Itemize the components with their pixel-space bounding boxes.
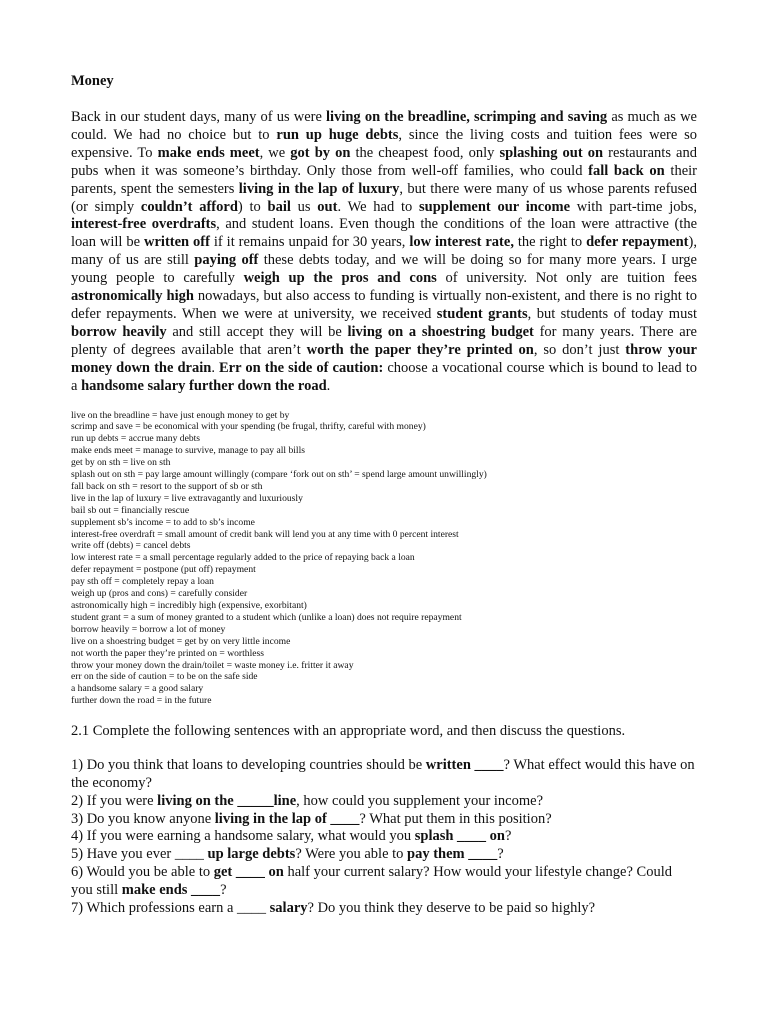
text-run: , so don’t just xyxy=(533,341,626,358)
text-run: these debts today, and we will be doing so for many more years. I urge young people to carefully xyxy=(71,252,697,287)
text-run: 1) Do you think that loans to developing countries should be xyxy=(71,757,426,774)
text-run: ? xyxy=(220,881,227,898)
text-run: , since the living costs and tuition fees were so expensive. To xyxy=(71,126,697,161)
glossary-entry: splash out on sth = pay large amount willingly (compare ‘fork out on sth’ = spend large amount unwillingly) xyxy=(71,469,487,481)
key-phrase: fall back on xyxy=(588,162,665,179)
glossary-entry: live on a shoestring budget = get by on very little income xyxy=(71,635,291,647)
key-phrase: student grants xyxy=(436,305,528,322)
text-run: and still accept they will be xyxy=(166,323,348,340)
text-run: for many years. There are plenty of degrees available that aren’t xyxy=(71,323,697,358)
question-item xyxy=(71,864,697,900)
glossary-entry: low interest rate = a small percentage regularly added to the price of repaying back a loan xyxy=(71,552,415,564)
text-run: 5) Have you ever ____ xyxy=(71,846,208,863)
text-run: , we xyxy=(259,144,291,161)
key-phrase: living on a shoestring budget xyxy=(347,323,534,340)
text-run: ? xyxy=(497,846,504,863)
text-run: 2) If you were xyxy=(71,792,158,809)
text-run: restaurants and pubs when it was someone’s birthday. Only those from well-off families, who could xyxy=(71,144,697,179)
key-phrase: worth the paper they’re printed on xyxy=(306,341,534,358)
glossary-entry: scrimp and save = be economical with your spending (be frugal, thrifty, careful with money) xyxy=(71,421,426,433)
text-run: the cheapest food, only xyxy=(350,144,500,161)
glossary-entry: weigh up (pros and cons) = carefully consider xyxy=(71,588,248,600)
text-run: nowadays, but also access to funding is virtually non-existent, and there is no right to defer repayments. When we were at university, we received xyxy=(71,288,697,322)
key-phrase: living in the lap of luxury xyxy=(238,180,400,197)
key-phrase: paying off xyxy=(194,252,259,269)
glossary-entry: make ends meet = manage to survive, manage to pay all bills xyxy=(71,445,305,457)
document-page xyxy=(71,71,697,917)
key-phrase: interest-free overdrafts xyxy=(71,216,217,233)
text-run: , and student loans. Even though the conditions of the loan were attractive (the loan will be xyxy=(71,216,698,251)
text-run: half your current salary? How would your lifestyle change? Could you still xyxy=(71,863,672,898)
text-run: with part-time jobs, xyxy=(570,198,697,215)
key-phrase: get ____ on xyxy=(213,863,284,880)
key-phrase: run up huge debts xyxy=(276,126,399,143)
question-item xyxy=(71,811,697,829)
text-run: , but there were many of us whose parents refused (or simply xyxy=(71,180,697,215)
key-phrase: living in the lap of ____ xyxy=(214,810,360,827)
text-run: 3) Do you know anyone xyxy=(71,810,215,827)
key-phrase: living on the _____line xyxy=(157,792,297,809)
text-run: ) to xyxy=(237,198,268,215)
glossary-entry: student grant = a sum of money granted to a student which (unlike a loan) does not require repayment xyxy=(71,611,462,623)
glossary-entry: pay sth off = completely repay a loan xyxy=(71,576,214,588)
text-run: ? Do you think they deserve to be paid so highly? xyxy=(307,899,596,916)
glossary-entry: live in the lap of luxury = live extravagantly and luxuriously xyxy=(71,492,303,504)
text-run: ? xyxy=(505,828,512,845)
text-run: their parents, spent the semesters xyxy=(71,162,697,197)
key-phrase: handsome salary further down the road xyxy=(81,377,327,394)
glossary-entry: fall back on sth = resort to the support of sb or sth xyxy=(71,480,263,492)
vocabulary-glossary xyxy=(71,410,697,708)
document-title: Money xyxy=(71,73,114,89)
question-item xyxy=(71,846,697,864)
text-run: ), many of us are still xyxy=(71,234,697,269)
key-phrase: salary xyxy=(269,899,308,916)
text-run: 7) Which professions earn a ____ xyxy=(71,899,270,916)
text-run: ? Were you able to xyxy=(295,846,408,863)
key-phrase: defer repayment xyxy=(586,234,689,251)
text-run: us xyxy=(290,198,318,215)
key-phrase: make ends ____ xyxy=(121,881,221,898)
text-run: of university. Not only are tuition fees xyxy=(436,270,697,287)
key-phrase: splash ____ on xyxy=(414,828,505,845)
key-phrase: supplement our income xyxy=(419,198,571,215)
text-run: . We had to xyxy=(337,198,420,215)
key-phrase: couldn’t afford xyxy=(140,198,238,215)
glossary-entry: throw your money down the drain/toilet = waste money i.e. fritter it away xyxy=(71,659,354,671)
exercise-instructions: 2.1 Complete the following sentences with an appropriate word, and then discuss the questions. xyxy=(71,723,626,740)
key-phrase: got by on xyxy=(290,144,351,161)
glossary-entry: err on the side of caution = to be on the safe side xyxy=(71,671,258,683)
text-run: . xyxy=(326,377,331,394)
key-phrase: weigh up the pros and cons xyxy=(243,270,437,287)
text-run: choose a vocational course which is bound to lead to a xyxy=(71,359,697,394)
glossary-entry: write off (debts) = cancel debts xyxy=(71,540,191,552)
key-phrase: throw your money down the drain xyxy=(71,341,697,376)
glossary-entry: run up debts = accrue many debts xyxy=(71,433,201,445)
text-run: the right to xyxy=(513,234,587,251)
question-item xyxy=(71,793,697,811)
key-phrase: astronomically high xyxy=(71,288,194,305)
text-run: if it remains unpaid for 30 years, xyxy=(209,234,410,251)
question-item xyxy=(71,900,697,918)
key-phrase: Err on the side of caution: xyxy=(219,359,384,376)
text-run: ? What put them in this position? xyxy=(359,810,552,827)
key-phrase: out xyxy=(317,198,338,215)
glossary-entry: live on the breadline = have just enough money to get by xyxy=(71,409,290,421)
text-run: , how could you supplement your income? xyxy=(296,792,544,809)
text-run: as much as we could. We had no choice but to xyxy=(71,109,697,143)
text-run: , but students of today must xyxy=(527,305,697,322)
key-phrase: low interest rate, xyxy=(409,234,514,251)
glossary-entry: bail sb out = financially rescue xyxy=(71,504,190,516)
glossary-entry: supplement sb’s income = to add to sb’s income xyxy=(71,516,255,528)
glossary-entry: not worth the paper they’re printed on = worthless xyxy=(71,647,264,659)
key-phrase: splashing out on xyxy=(499,144,604,161)
text-run: . xyxy=(211,359,220,376)
reading-passage xyxy=(71,109,697,396)
glossary-entry: borrow heavily = borrow a lot of money xyxy=(71,623,226,635)
key-phrase: make ends meet xyxy=(157,144,260,161)
text-run: Back in our student days, many of us were xyxy=(71,109,327,125)
glossary-entry: interest-free overdraft = small amount of credit bank will lend you at any time with 0 percent interest xyxy=(71,528,459,540)
key-phrase: written ____ xyxy=(425,757,504,774)
text-run: 6) Would you be able to xyxy=(71,863,214,880)
glossary-entry: further down the road = in the future xyxy=(71,695,212,707)
text-run: ? What effect would this have on the economy? xyxy=(71,757,695,791)
question-item xyxy=(71,757,697,793)
key-phrase: bail xyxy=(267,198,291,215)
key-phrase: written off xyxy=(144,234,210,251)
glossary-entry: astronomically high = incredibly high (expensive, exorbitant) xyxy=(71,600,307,611)
exercise-questions xyxy=(71,757,697,917)
key-phrase: living on the breadline, scrimping and saving xyxy=(326,109,608,125)
key-phrase: up large debts xyxy=(207,846,296,863)
glossary-entry: get by on sth = live on sth xyxy=(71,457,171,469)
key-phrase: pay them ____ xyxy=(407,846,498,863)
glossary-entry: a handsome salary = a good salary xyxy=(71,683,204,695)
text-run: 4) If you were earning a handsome salary, what would you xyxy=(71,828,415,845)
glossary-entry: defer repayment = postpone (put off) repayment xyxy=(71,564,256,576)
question-item xyxy=(71,828,697,846)
key-phrase: borrow heavily xyxy=(71,323,167,340)
